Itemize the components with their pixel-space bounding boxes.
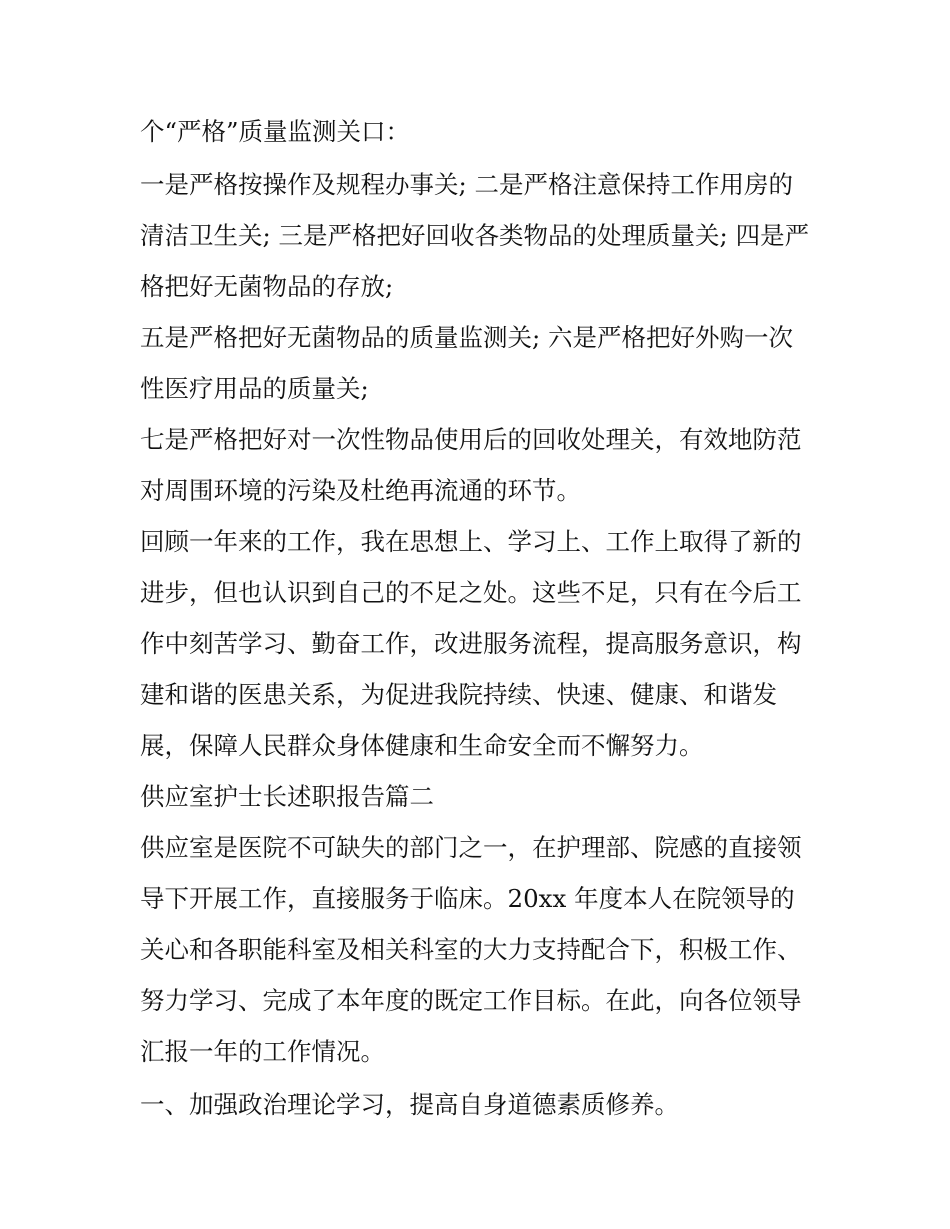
paragraph-quality-checkpoints-intro <box>140 106 812 157</box>
paragraph-checkpoints-one-to-four <box>140 159 812 312</box>
text-line: 七是严格把好对一次性物品使用后的回收处理关，有效地防范 <box>140 425 802 454</box>
paragraph-checkpoint-seven <box>140 414 812 516</box>
text-line: 格把好无菌物品的存放; <box>140 272 394 301</box>
text-line: 供应室是医院不可缺失的部门之一，在护理部、院感的直接领 <box>140 833 802 862</box>
section-heading-political-study <box>140 1079 812 1130</box>
paragraph-supply-room-intro <box>140 822 812 1077</box>
text-line: 性医疗用品的质量关; <box>140 374 369 403</box>
section-heading-report-two <box>140 771 812 822</box>
heading-text: 供应室护士长述职报告篇二 <box>140 782 434 811</box>
paragraph-checkpoints-five-six <box>140 312 812 414</box>
heading-text: 一、加强政治理论学习，提高自身道德素质修养。 <box>140 1090 679 1119</box>
text-line: 回顾一年来的工作，我在思想上、学习上、工作上取得了新的 <box>140 527 802 556</box>
text-line: 个“严格”质量监测关口： <box>140 117 411 146</box>
text-line: 关心和各职能科室及相关科室的大力支持配合下，积极工作、 <box>140 935 802 964</box>
text-line: 建和谐的医患关系，为促进我院持续、快速、健康、和谐发 <box>140 680 777 709</box>
text-line: 作中刻苦学习、勤奋工作，改进服务流程，提高服务意识，构 <box>140 629 802 658</box>
text-line: 展，保障人民群众身体健康和生命安全而不懈努力。 <box>140 731 704 760</box>
paragraph-year-review <box>140 516 812 771</box>
text-line: 五是严格把好无菌物品的质量监测关; 六是严格把好外购一次 <box>140 323 794 352</box>
text-line: 一是严格按操作及规程办事关; 二是严格注意保持工作用房的 <box>140 170 794 199</box>
document-body <box>140 106 812 1130</box>
text-line: 努力学习、完成了本年度的既定工作目标。在此，向各位领导 <box>140 986 802 1015</box>
text-line: 导下开展工作，直接服务于临床。20xx 年度本人在院领导的 <box>140 884 795 913</box>
text-line: 清洁卫生关; 三是严格把好回收各类物品的处理质量关; 四是严 <box>140 221 810 250</box>
text-line: 汇报一年的工作情况。 <box>140 1037 385 1066</box>
text-line: 对周围环境的污染及杜绝再流通的环节。 <box>140 476 581 505</box>
text-line: 进步，但也认识到自己的不足之处。这些不足，只有在今后工 <box>140 578 802 607</box>
